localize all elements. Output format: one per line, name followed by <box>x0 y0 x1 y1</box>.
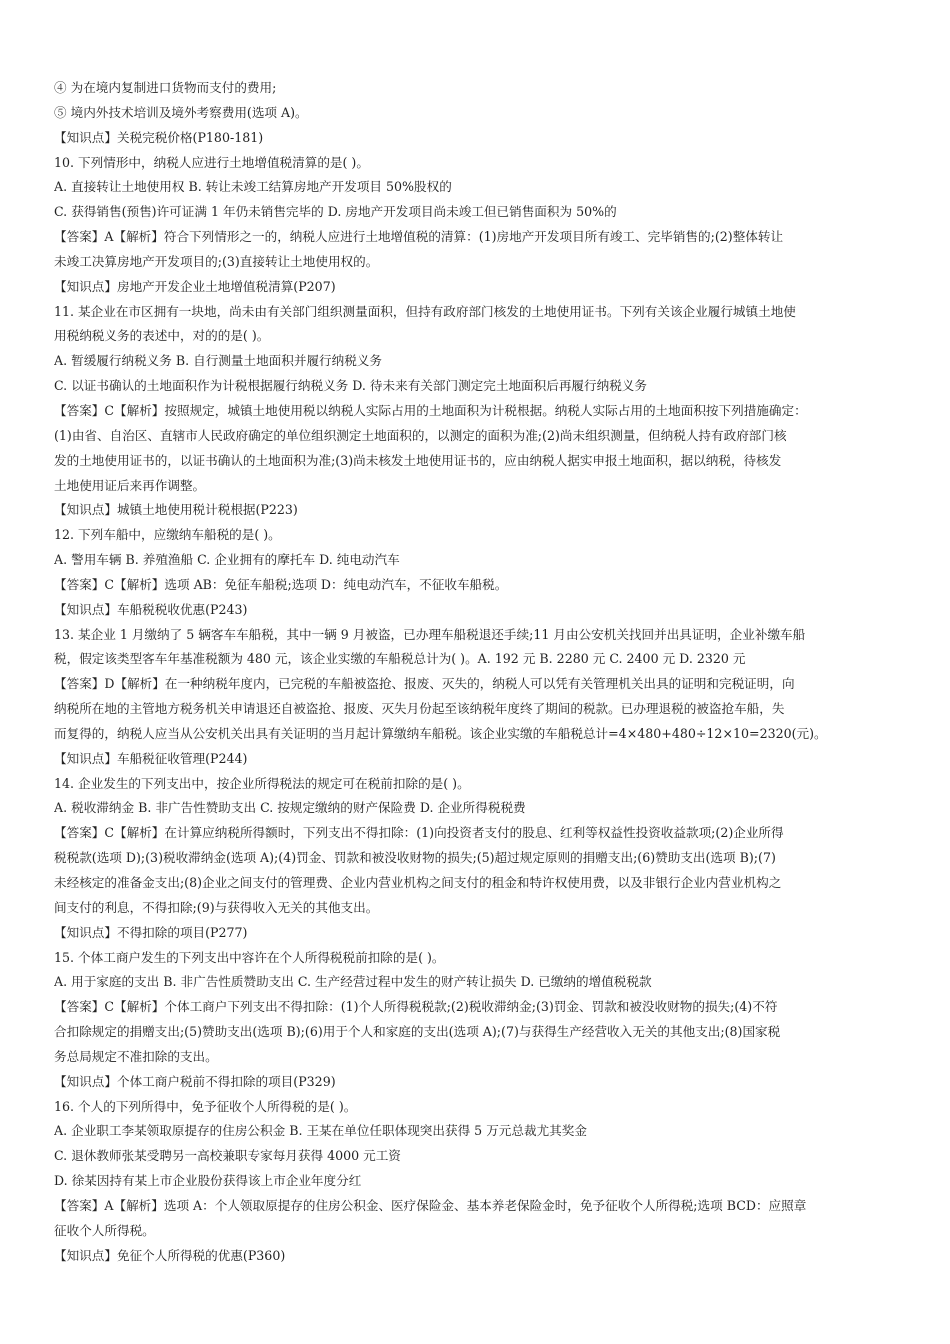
text-line: 14. 企业发生的下列支出中，按企业所得税法的规定可在税前扣除的是( )。 <box>54 775 470 791</box>
text-line: ④ 为在境内复制进口货物而支付的费用; <box>54 80 277 95</box>
text-line: 15. 个体工商户发生的下列支出中容许在个人所得税税前扣除的是( )。 <box>54 949 445 965</box>
text-line: 【答案】D【解析】在一种纳税年度内，已完税的车船被盗抢、报废、灭失的，纳税人可以凭有关管理机关出具的证明和完税证明，向 <box>54 676 795 692</box>
text-line: 【知识点】城镇土地使用税计税根据(P223) <box>54 502 298 518</box>
text-line: 未竣工决算房地产开发项目的;(3)直接转让土地使用权的。 <box>54 253 379 269</box>
text-line: C. 退休教师张某受聘另一高校兼职专家每月获得 4000 元工资 <box>54 1148 401 1164</box>
text-line: ⑤ 境内外技术培训及境外考察费用(选项 A)。 <box>54 104 308 120</box>
text-line: 【知识点】关税完税价格(P180-181) <box>54 129 264 145</box>
text-line: 税税款(选项 D);(3)税收滞纳金(选项 A);(4)罚金、罚款和被没收财物的损失;(5)超过规定原则的捐赠支出;(6)赞助支出(选项 B);(7) <box>54 850 776 866</box>
text-line: 未经核定的准备金支出;(8)企业之间支付的管理费、企业内营业机构之间支付的租金和特许权使用费，以及非银行企业内营业机构之 <box>54 875 782 890</box>
text-line: 【知识点】不得扣除的项目(P277) <box>54 924 248 940</box>
text-line: C. 以证书确认的土地面积作为计税根据履行纳税义务 D. 待未来有关部门测定完土地面积后再履行纳税义务 <box>54 378 647 394</box>
text-line: 12. 下列车船中，应缴纳车船税的是( )。 <box>54 527 281 543</box>
text-line: 【答案】C【解析】按照规定，城镇土地使用税以纳税人实际占用的土地面积为计税根据。纳税人实际占用的土地面积按下列措施确定： <box>54 402 807 418</box>
text-line: A. 直接转让土地使用权 B. 转让未竣工结算房地产开发项目 50%股权的 <box>54 179 452 195</box>
text-line: 发的土地使用证书的，以证书确认的土地面积为准;(3)尚未核发土地使用证书的，应由纳税人据实申报土地面积，据以纳税，待核发 <box>54 452 782 468</box>
text-line: 10. 下列情形中，纳税人应进行土地增值税清算的是( )。 <box>54 154 369 170</box>
text-line: 【知识点】房地产开发企业土地增值税清算(P207) <box>54 278 336 294</box>
text-line: (1)由省、自治区、直辖市人民政府确定的单位组织测定土地面积的，以测定的面积为准;(2)尚未组织测量，但纳税人持有政府部门核 <box>54 427 787 443</box>
text-line: 【答案】C【解析】在计算应纳税所得额时，下列支出不得扣除：(1)向投资者支付的股息、红利等权益性投资收益款项;(2)企业所得 <box>54 825 784 841</box>
text-line: A. 税收滞纳金 B. 非广告性赞助支出 C. 按规定缴纳的财产保险费 D. 企业所得税税费 <box>54 800 526 816</box>
text-line: 征收个人所得税。 <box>54 1222 155 1238</box>
text-line: 土地使用证后来再作调整。 <box>54 477 206 493</box>
text-line: 用税纳税义务的表述中，对的的是( )。 <box>54 328 270 344</box>
text-line: A. 暂缓履行纳税义务 B. 自行测量土地面积并履行纳税义务 <box>54 353 383 369</box>
text-line: D. 徐某因持有某上市企业股份获得该上市企业年度分红 <box>54 1173 362 1189</box>
text-line: C. 获得销售(预售)许可证满 1 年仍未销售完毕的 D. 房地产开发项目尚未竣工但已销售面积为 50%的 <box>54 204 617 220</box>
text-line: 【答案】C【解析】个体工商户下列支出不得扣除：(1)个人所得税税款;(2)税收滞纳金;(3)罚金、罚款和被没收财物的损失;(4)不符 <box>54 999 778 1015</box>
text-line: 税，假定该类型客车年基准税额为 480 元，该企业实缴的车船税总计为( )。A. 192 元 B. 2280 元 C. 2400 元 D. 2320 元 <box>54 651 746 667</box>
document-page <box>54 76 900 1269</box>
text-line: 【知识点】免征个人所得税的优惠(P360) <box>54 1247 286 1263</box>
text-line: A. 用于家庭的支出 B. 非广告性质赞助支出 C. 生产经营过程中发生的财产转让损失 D. 已缴纳的增值税税款 <box>54 974 652 990</box>
text-line: 13. 某企业 1 月缴纳了 5 辆客车车船税，其中一辆 9 月被盗，已办理车船税退还手续;11 月由公安机关找回并出具证明，企业补缴车船 <box>54 626 806 642</box>
text-line: 务总局规定不准扣除的支出。 <box>54 1048 218 1064</box>
text-line: 16. 个人的下列所得中，免予征收个人所得税的是( )。 <box>54 1098 357 1114</box>
text-line: 而复得的，纳税人应当从公安机关出具有关证明的当月起计算缴纳车船税。该企业实缴的车船税总计=4×480+480÷12×10=2320(元)。 <box>54 725 827 741</box>
text-line: 纳税所在地的主管地方税务机关申请退还自被盗抢、报废、灭失月份起至该纳税年度终了期间的税款。已办理退税的被盗抢车船，失 <box>54 701 785 717</box>
text-line: 【答案】A【解析】符合下列情形之一的，纳税人应进行土地增值税的清算：(1)房地产开发项目所有竣工、完毕销售的;(2)整体转让 <box>54 229 784 245</box>
text-line: 【知识点】个体工商户税前不得扣除的项目(P329) <box>54 1073 336 1089</box>
text-line: A. 警用车辆 B. 养殖渔船 C. 企业拥有的摩托车 D. 纯电动汽车 <box>54 552 400 568</box>
text-line: 【知识点】车船税税收优惠(P243) <box>54 601 248 617</box>
text-line: 合扣除规定的捐赠支出;(5)赞助支出(选项 B);(6)用于个人和家庭的支出(选项 A);(7)与获得生产经营收入无关的其他支出;(8)国家税 <box>54 1024 781 1040</box>
text-line: 间支付的利息，不得扣除;(9)与获得收入无关的其他支出。 <box>54 899 379 915</box>
text-line: 【答案】C【解析】选项 AB：免征车船税;选项 D：纯电动汽车，不征收车船税。 <box>54 576 508 592</box>
text-line: A. 企业职工李某领取原提存的住房公积金 B. 王某在单位任职体现突出获得 5 万元总裁尤其奖金 <box>54 1123 587 1139</box>
text-line: 【答案】A【解析】选项 A：个人领取原提存的住房公积金、医疗保险金、基本养老保险金时，免予征收个人所得税;选项 BCD：应照章 <box>54 1197 807 1213</box>
text-line: 【知识点】车船税征收管理(P244) <box>54 750 248 766</box>
text-line: 11. 某企业在市区拥有一块地，尚未由有关部门组织测量面积，但持有政府部门核发的土地使用证书。下列有关该企业履行城镇土地使 <box>54 303 796 319</box>
